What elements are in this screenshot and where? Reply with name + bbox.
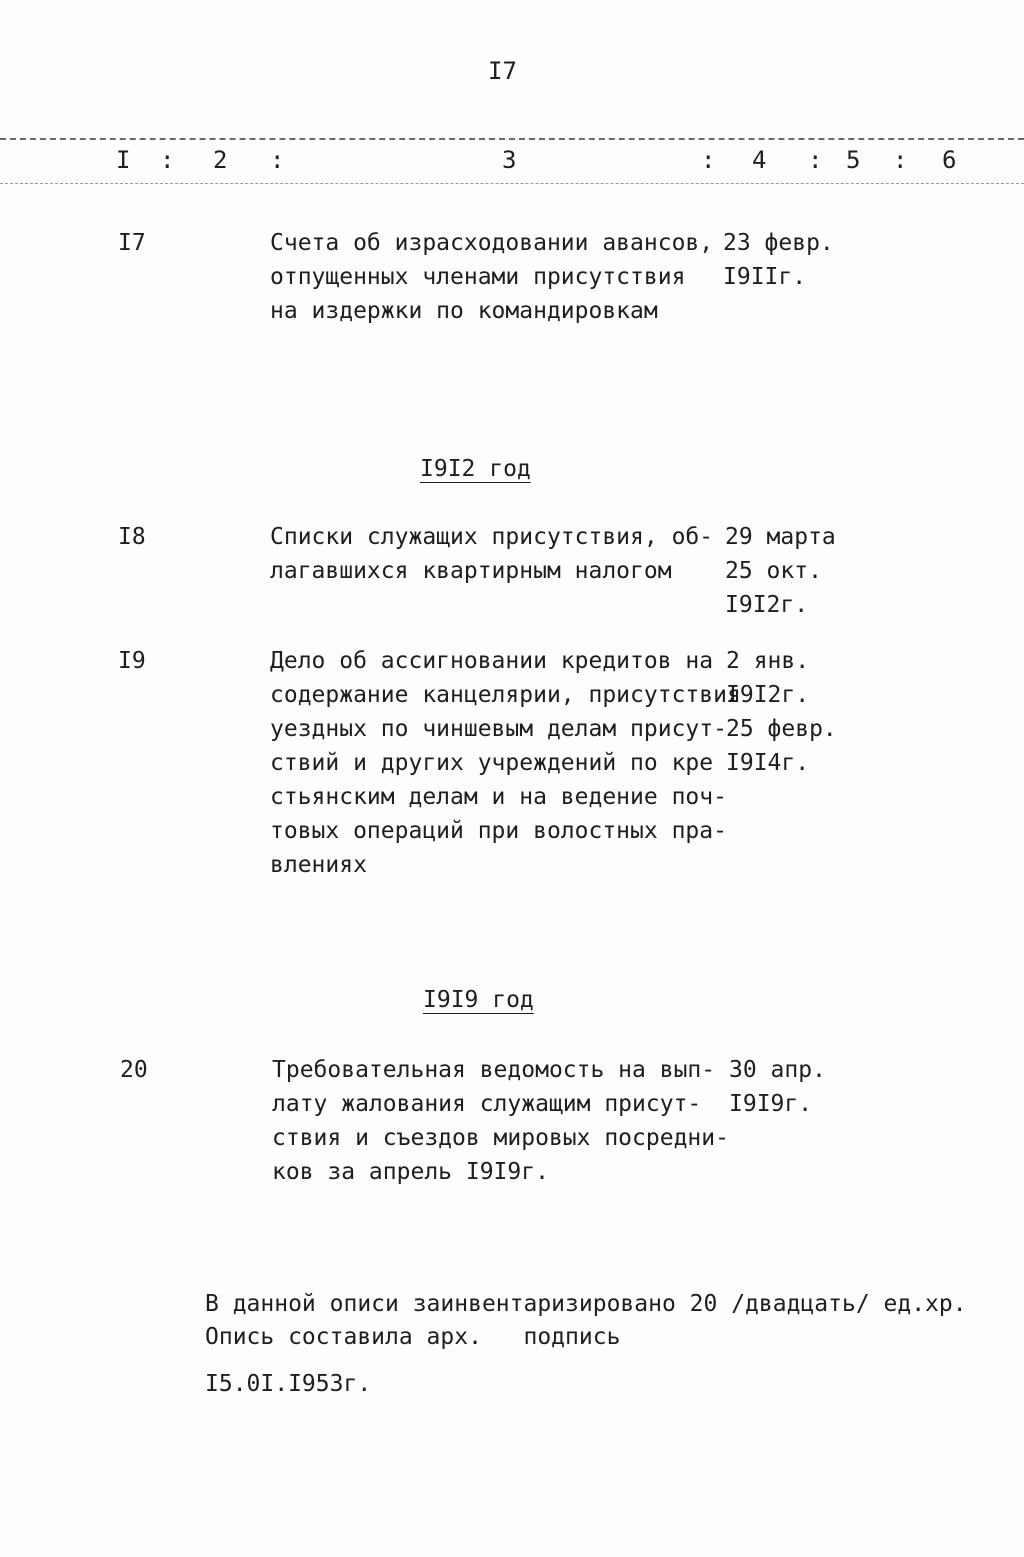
entry-title-line: Счета об израсходовании авансов, (270, 230, 714, 256)
entry-date-line: I9I4г. (726, 750, 810, 776)
column-separator: : (808, 146, 823, 174)
entry-title-line: стьянским делам и на ведение поч- (270, 784, 727, 810)
entry-title-line: ствий и других учреждений по кре (270, 750, 714, 776)
footer-date: I5.0I.I953г. (205, 1371, 372, 1397)
page-number: I7 (488, 57, 517, 85)
entry-title (270, 644, 741, 882)
entry-date-line: I9I2г. (725, 592, 809, 618)
entry-date-line: I9I9г. (729, 1091, 813, 1117)
entry-title-line: уездных по чиншевым делам присут- (270, 716, 727, 742)
entry-title-line: товых операций при волостных пра- (270, 818, 727, 844)
entry-date-line: 2 янв. (726, 648, 810, 674)
entry-number: 20 (120, 1057, 148, 1083)
entry-title-line: влениях (270, 852, 367, 878)
column-separator: : (270, 146, 285, 174)
entry-dates (726, 644, 837, 780)
footer-summary: В данной описи заинвентаризировано 20 /двадцать/ ед.хр. (205, 1291, 967, 1317)
entry-number: I9 (118, 648, 146, 674)
entry-title-line: Дело об ассигновании кредитов на (270, 648, 714, 674)
entry-title-line: лату жалования служащим присут- (272, 1091, 702, 1117)
entry-date-line: I9IIг. (723, 264, 807, 290)
entry-date-line: 23 февр. (723, 230, 834, 256)
entry-title-line: Списки служащих присутствия, об- (270, 524, 714, 550)
column-header-1: I (116, 146, 131, 174)
footer-compiled-by: Опись составила арх. подпись (205, 1324, 621, 1350)
column-header-2: 2 (213, 146, 228, 174)
column-header-5: 5 (846, 146, 861, 174)
entry-title-line: содержание канцелярии, присутствия (270, 682, 741, 708)
header-rule-bottom (0, 183, 1024, 184)
entry-date-line: 29 марта (725, 524, 836, 550)
entry-title (270, 226, 713, 328)
section-heading-1912: I9I2 год (420, 456, 531, 482)
entry-title-line: лагавшихся квартирным налогом (270, 558, 672, 584)
entry-title-line: на издержки по командировкам (270, 298, 658, 324)
entry-dates (725, 520, 836, 622)
entry-date-line: 25 февр. (726, 716, 837, 742)
entry-number: I8 (118, 524, 146, 550)
column-separator: : (893, 146, 908, 174)
entry-title-line: Требовательная ведомость на вып- (272, 1057, 716, 1083)
entry-date-line: 30 апр. (729, 1057, 826, 1083)
entry-number: I7 (118, 230, 146, 256)
entry-date-line: 25 окт. (725, 558, 822, 584)
entry-dates (723, 226, 834, 294)
section-heading-1919: I9I9 год (423, 987, 534, 1013)
entry-title (272, 1053, 729, 1189)
column-separator: : (160, 146, 175, 174)
column-header-6: 6 (942, 146, 957, 174)
column-header-4: 4 (752, 146, 767, 174)
entry-date-line: I9I2г. (726, 682, 810, 708)
column-header-3: 3 (502, 146, 517, 174)
entry-dates (729, 1053, 826, 1121)
entry-title-line: ствия и съездов мировых посредни- (272, 1125, 729, 1151)
entry-title-line: отпущенных членами присутствия (270, 264, 686, 290)
column-separator: : (701, 146, 716, 174)
entry-title (270, 520, 713, 588)
entry-title-line: ков за апрель I9I9г. (272, 1159, 549, 1185)
header-rule-top (0, 138, 1024, 140)
